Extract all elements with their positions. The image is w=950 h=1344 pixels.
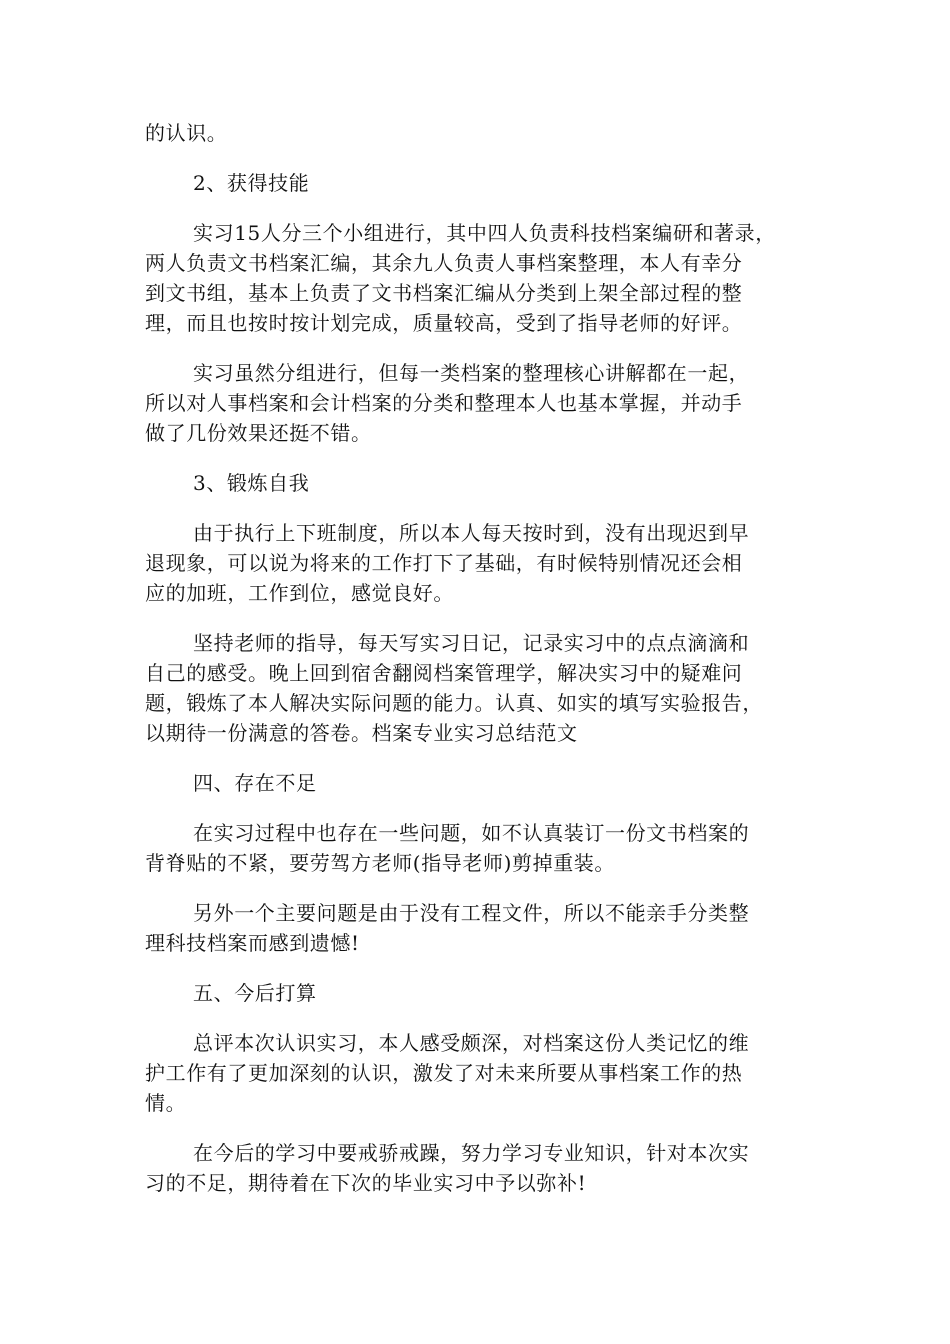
text-line: 坚持老师的指导，每天写实习日记，记录实习中的点点滴滴和: [193, 631, 750, 655]
document-body: [145, 118, 810, 1218]
text-line: 做了几份效果还挺不错。: [145, 421, 372, 445]
text-line: 实习15人分三个小组进行，其中四人负责科技档案编研和著录，: [193, 221, 776, 245]
paragraph-binding-issue: [145, 818, 810, 878]
text-line: 理科技档案而感到遗憾!: [145, 931, 360, 955]
paragraph-groups: [145, 218, 810, 338]
paragraph-closing: [145, 1138, 810, 1198]
text-line: 自己的感受。晚上回到宿舍翻阅档案管理学，解决实习中的疑难问: [145, 661, 743, 685]
heading-text: 2、获得技能: [193, 171, 310, 195]
text-line: 题，锻炼了本人解决实际问题的能力。认真、如实的填写实验报告，: [145, 691, 763, 715]
paragraph-continuation: [145, 118, 810, 148]
text-line: 到文书组，基本上负责了文书档案汇编从分类到上架全部过程的整: [145, 281, 743, 305]
text-line: 在实习过程中也存在一些问题，如不认真装订一份文书档案的: [193, 821, 750, 845]
text-line: 另外一个主要问题是由于没有工程文件，所以不能亲手分类整: [193, 901, 750, 925]
section-heading-self-training: [145, 468, 810, 498]
text-line: 以期待一份满意的答卷。档案专业实习总结范文: [145, 721, 578, 745]
section-heading-skills: [145, 168, 810, 198]
text-line: 总评本次认识实习，本人感受颇深，对档案这份人类记忆的维: [193, 1031, 750, 1055]
section-heading-future-plans: [145, 978, 810, 1008]
text-line: 所以对人事档案和会计档案的分类和整理本人也基本掌握，并动手: [145, 391, 743, 415]
text-line: 应的加班，工作到位，感觉良好。: [145, 581, 454, 605]
text-line: 退现象，可以说为将来的工作打下了基础，有时候特别情况还会相: [145, 551, 743, 575]
heading-text: 四、存在不足: [193, 771, 317, 795]
text-line: 护工作有了更加深刻的认识，激发了对未来所要从事档案工作的热: [145, 1061, 743, 1085]
paragraph-diary: [145, 628, 810, 748]
text-line: 在今后的学习中要戒骄戒躁，努力学习专业知识，针对本次实: [193, 1141, 750, 1165]
text-line: 理，而且也按时按计划完成，质量较高，受到了指导老师的好评。: [145, 311, 743, 335]
text-line: 由于执行上下班制度，所以本人每天按时到，没有出现迟到早: [193, 521, 750, 545]
section-heading-shortcomings: [145, 768, 810, 798]
text-line: 两人负责文书档案汇编，其余九人负责人事档案整理，本人有幸分: [145, 251, 743, 275]
heading-text: 3、锻炼自我: [193, 471, 310, 495]
paragraph-attendance: [145, 518, 810, 608]
paragraph-grouping-detail: [145, 358, 810, 448]
paragraph-engineering-files: [145, 898, 810, 958]
text-line: 情。: [145, 1091, 187, 1115]
text-line: 习的不足，期待着在下次的毕业实习中予以弥补!: [145, 1171, 587, 1195]
heading-text: 五、今后打算: [193, 981, 317, 1005]
paragraph-summary: [145, 1028, 810, 1118]
text-line: 背脊贴的不紧，要劳驾方老师(指导老师)剪掉重装。: [145, 851, 616, 875]
text-line: 的认识。: [145, 121, 228, 145]
text-line: 实习虽然分组进行，但每一类档案的整理核心讲解都在一起，: [193, 361, 750, 385]
